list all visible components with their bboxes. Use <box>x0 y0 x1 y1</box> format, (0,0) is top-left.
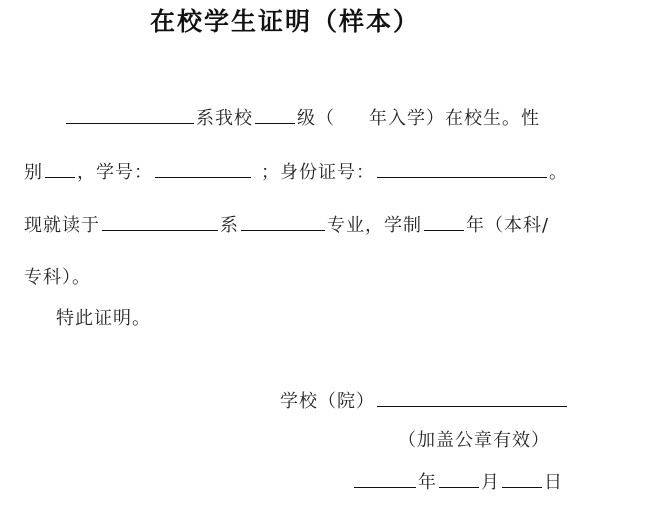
grade-blank[interactable] <box>255 105 295 124</box>
line1-text-b: 级（ <box>297 108 335 129</box>
line2-text-c: ；身份证号： <box>261 162 375 183</box>
page-title: 在校学生证明（样本） <box>150 7 421 36</box>
year-label: 年 <box>418 472 437 493</box>
duration-blank[interactable] <box>424 212 464 231</box>
day-label: 日 <box>544 472 563 493</box>
major-blank[interactable] <box>241 212 325 231</box>
certify-text: 特此证明。 <box>56 308 151 329</box>
line3-text-c: 专业，学制 <box>327 215 422 236</box>
department-blank[interactable] <box>102 212 218 231</box>
line1-text-c: 年入学）在校生。性 <box>369 108 540 129</box>
student-id-blank[interactable] <box>155 159 251 178</box>
body-line-4 <box>24 266 91 290</box>
month-blank[interactable] <box>439 469 479 488</box>
school-label: 学校（院） <box>280 391 375 412</box>
school-signature-line <box>280 388 569 414</box>
line2-text-b: ，学号： <box>77 162 153 183</box>
school-blank[interactable] <box>377 388 567 407</box>
line3-text-a: 现就读于 <box>24 215 100 236</box>
line3-text-b: 系 <box>220 215 239 236</box>
date-line <box>352 469 563 495</box>
id-number-blank[interactable] <box>377 159 547 178</box>
seal-note: （加盖公章有效） <box>398 430 550 451</box>
gender-blank[interactable] <box>45 159 75 178</box>
month-label: 月 <box>481 472 500 493</box>
body-line-2 <box>24 159 568 185</box>
line1-text-a: 系我校 <box>196 108 253 129</box>
body-line-5 <box>56 307 151 331</box>
line2-text-a: 别 <box>24 162 43 183</box>
line3-text-d: 年（本科/ <box>466 215 550 236</box>
body-line-1 <box>64 105 540 131</box>
seal-note-line <box>398 429 550 453</box>
body-line-3 <box>24 212 549 238</box>
year-blank[interactable] <box>354 469 416 488</box>
line4-text-a: 专科）。 <box>24 267 91 288</box>
day-blank[interactable] <box>502 469 542 488</box>
name-blank[interactable] <box>66 105 194 124</box>
line2-text-d: 。 <box>549 162 568 183</box>
